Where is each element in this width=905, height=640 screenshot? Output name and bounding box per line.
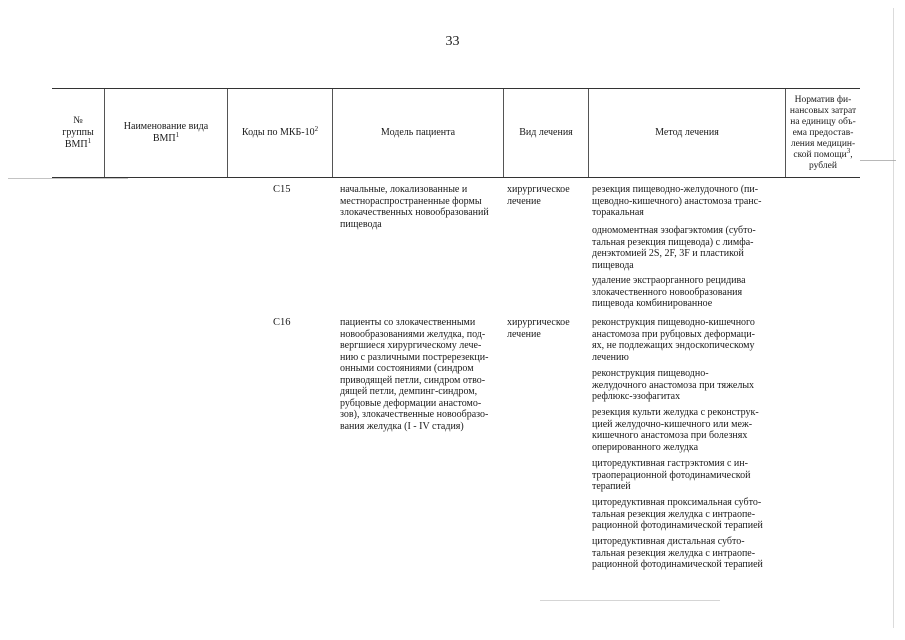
text-line: злокачественных новообразований [340, 207, 489, 218]
text-line: тальная резекция пищевода) с лимфа- [592, 236, 754, 248]
text-line: зов), злокачественные новообразо- [340, 409, 489, 420]
header-text: Модель пациента [380, 127, 456, 138]
treatment-method [592, 407, 792, 453]
header-text: на единицу объ- [790, 116, 856, 127]
header-text: нансовых затрат [789, 105, 857, 116]
text-line: новообразованиями желудка, под- [340, 328, 486, 340]
treatment-method [592, 225, 792, 271]
text-line: лечение [507, 195, 541, 207]
patient-model [340, 317, 505, 432]
header-treatment-type [504, 89, 588, 177]
treatment-type [507, 317, 589, 340]
scan-artifact [8, 178, 128, 179]
header-text: ВМП [64, 139, 88, 150]
text-line: онными состояниями (синдром [340, 363, 474, 374]
text-line: лечению [592, 351, 629, 363]
text-line: одномоментная эзофагэктомия (субто- [592, 225, 756, 236]
text-line: торакальная [592, 207, 644, 218]
footnote-marker: 1 [87, 137, 92, 145]
header-text: ской помощи [793, 149, 847, 160]
text-line: лечение [507, 328, 541, 340]
header-cost-standard [786, 89, 860, 177]
footnote-marker: 3 [846, 146, 851, 155]
text-line: анастомоза при рубцовых деформаци- [592, 328, 755, 340]
icd-code: С15 [273, 184, 291, 195]
footnote-marker: 1 [175, 131, 180, 139]
patient-model [340, 184, 505, 230]
text-line: резекция культи желудка с реконструк- [592, 407, 759, 418]
text-line: приводящей петли, синдром отво- [340, 374, 486, 386]
text-line: хирургическое [507, 184, 570, 195]
treatment-method [592, 368, 792, 403]
text-line: рефлюкс-эзофагитах [592, 391, 681, 402]
header-icd-codes [228, 89, 332, 177]
text-line: резекция пищеводно-желудочного (пи- [592, 184, 759, 195]
treatment-method [592, 317, 792, 363]
treatment-method [592, 275, 792, 310]
page-number: 33 [445, 34, 460, 49]
header-text: группы [62, 127, 94, 138]
text-line: циторедуктивная гастрэктомия с ин- [592, 458, 748, 469]
text-line: циторедуктивная проксимальная субто- [592, 497, 762, 508]
footnote-marker: 2 [314, 125, 319, 133]
header-text: Коды по МКБ-10 [241, 127, 315, 138]
text-line: циторедуктивная дистальная субто- [592, 536, 745, 547]
header-group-number [52, 89, 104, 177]
text-line: рубцовые деформации анастомо- [340, 397, 482, 409]
text-line: удаление экстраорганного рецидива [592, 275, 746, 286]
header-text: Вид лечения [519, 127, 573, 138]
treatment-type [507, 184, 589, 207]
text-line: пищевода [592, 259, 634, 271]
text-line: щеводно-кишечного) анастомоза транс- [592, 195, 762, 207]
text-line: терапией [592, 481, 631, 492]
header-patient-model [333, 89, 503, 177]
text-line: злокачественного новообразования [592, 286, 743, 298]
text-line: хирургическое [507, 317, 570, 328]
header-text: Метод лечения [655, 127, 719, 138]
text-line: рационной фотодинамической терапией [592, 520, 763, 531]
text-line: тальная резекция желудка с интраопе- [592, 547, 756, 559]
scan-artifact [893, 8, 894, 628]
text-line: начальные, локализованные и [340, 184, 468, 195]
text-line: реконструкция пищеводно-кишечного [592, 317, 755, 328]
text-line: оперированного желудка [592, 441, 699, 453]
text-line: нию с различными постререзекци- [340, 351, 489, 363]
text-line: желудочного анастомоза при тяжелых [592, 379, 755, 391]
text-line: кишечного анастомоза при болезнях [592, 430, 748, 441]
header-text: ВМП [152, 133, 176, 144]
scan-artifact [540, 600, 720, 601]
header-vmp-name [105, 89, 227, 177]
text-line: цией желудочно-кишечного или меж- [592, 418, 753, 430]
text-line: траоперационной фотодинамической [592, 469, 751, 481]
text-line: ях, не подлежащих эндоскопическому [592, 340, 755, 351]
text-line: пациенты со злокачественными [340, 317, 476, 328]
header-text: Норматив фи- [794, 94, 852, 105]
treatment-method [592, 497, 792, 532]
icd-code: С16 [273, 317, 291, 328]
header-treatment-method [589, 89, 785, 177]
header-text: ема предостав- [792, 127, 854, 138]
text-line: тальная резекция желудка с интраопе- [592, 508, 756, 520]
text-line: местнораспространенные формы [340, 195, 482, 207]
text-line: дящей петли, демпинг-синдром, [340, 386, 478, 397]
header-text: № [73, 115, 83, 126]
text-line: пищевода [340, 218, 382, 230]
header-text: Наименование вида [123, 121, 209, 132]
text-line: реконструкция пищеводно- [592, 368, 709, 379]
table-header [52, 88, 860, 178]
treatment-method [592, 536, 792, 571]
header-text: , рублей [809, 149, 853, 171]
treatment-method [592, 184, 792, 219]
text-line: денэктомией 2S, 2F, 3F и пластикой [592, 248, 744, 259]
text-line: пищевода комбинированное [592, 298, 713, 309]
text-line: вания желудка (I - IV стадия) [340, 420, 464, 432]
header-text: ления медицин- [790, 138, 856, 149]
treatment-method [592, 458, 792, 493]
text-line: рационной фотодинамической терапией [592, 559, 763, 570]
scan-artifact [860, 160, 896, 161]
text-line: вергшиеся хирургическому лече- [340, 340, 482, 351]
